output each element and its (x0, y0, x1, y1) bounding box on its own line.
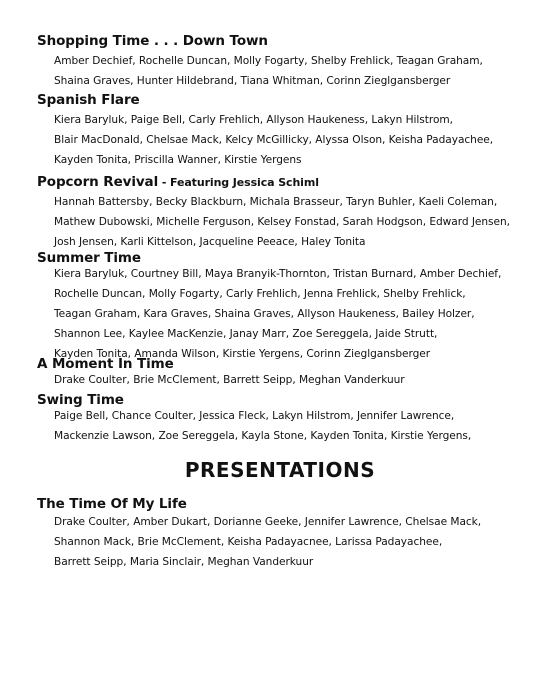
cast-line: Amber Dechief, Rochelle Duncan, Molly Fogarty, Shelby Frehlick, Teagan Graham, (54, 55, 483, 67)
cast-line: Mackenzie Lawson, Zoe Sereggela, Kayla Stone, Kayden Tonita, Kirstie Yergens, (54, 430, 472, 442)
cast-line: Kiera Baryluk, Paige Bell, Carly Frehlich, Allyson Haukeness, Lakyn Hilstrom, (54, 114, 453, 126)
cast-line: Rochelle Duncan, Molly Fogarty, Carly Frehlich, Jenna Frehlick, Shelby Frehlick, (54, 288, 466, 300)
cast-line: Shannon Lee, Kaylee MacKenzie, Janay Marr, Zoe Sereggela, Jaide Strutt, (54, 328, 438, 340)
presentation-cast-list (54, 512, 481, 572)
cast-line: Drake Coulter, Amber Dukart, Dorianne Geeke, Jennifer Lawrence, Chelsae Mack, (54, 516, 482, 528)
cast-list (54, 370, 405, 390)
cast-line: Kayden Tonita, Priscilla Wanner, Kirstie Yergens (54, 154, 302, 166)
cast-line: Mathew Dubowski, Michelle Ferguson, Kelsey Fonstad, Sarah Hodgson, Edward Jensen, (54, 216, 510, 228)
section-title: Shopping Time . . . Down Town (37, 33, 268, 49)
cast-line: Hannah Battersby, Becky Blackburn, Michala Brasseur, Taryn Buhler, Kaeli Coleman, (54, 196, 498, 208)
cast-list (54, 264, 501, 364)
section-heading (37, 173, 319, 192)
cast-line: Kayden Tonita, Amanda Wilson, Kirstie Yergens, Corinn Zieglgansberger (54, 348, 431, 360)
section-heading (37, 32, 268, 51)
cast-line: Drake Coulter, Brie McClement, Barrett Seipp, Meghan Vanderkuur (54, 374, 405, 386)
presentation-title: The Time Of My Life (37, 496, 187, 512)
cast-list (54, 406, 471, 446)
cast-line: Barrett Seipp, Maria Sinclair, Meghan Vanderkuur (54, 556, 314, 568)
cast-line: Shannon Mack, Brie McClement, Keisha Padayacnee, Larissa Padayachee, (54, 536, 443, 548)
section-title: A Moment In Time (37, 356, 174, 372)
presentations-heading: PRESENTATIONS (184, 458, 376, 482)
section-title: Popcorn Revival (37, 174, 159, 190)
cast-list (54, 51, 483, 91)
section-heading (37, 91, 140, 110)
cast-line: Paige Bell, Chance Coulter, Jessica Fleck, Lakyn Hilstrom, Jennifer Lawrence, (54, 410, 455, 422)
cast-line: Shaina Graves, Hunter Hildebrand, Tiana Whitman, Corinn Zieglgansberger (54, 75, 451, 87)
cast-line: Josh Jensen, Karli Kittelson, Jacqueline Peeace, Haley Tonita (54, 236, 366, 248)
section-title: Summer Time (37, 250, 141, 266)
cast-line: Blair MacDonald, Chelsae Mack, Kelcy McGillicky, Alyssa Olson, Keisha Padayachee, (54, 134, 494, 146)
section-subtitle: - Featuring Jessica Schiml (158, 176, 319, 189)
presentation-heading (37, 495, 187, 513)
section-title: Swing Time (37, 392, 124, 408)
cast-list (54, 110, 493, 170)
cast-line: Kiera Baryluk, Courtney Bill, Maya Branyik-Thornton, Tristan Burnard, Amber Dechief, (54, 268, 502, 280)
cast-list (54, 192, 510, 252)
cast-line: Teagan Graham, Kara Graves, Shaina Graves, Allyson Haukeness, Bailey Holzer, (54, 308, 475, 320)
section-title: Spanish Flare (37, 92, 140, 108)
